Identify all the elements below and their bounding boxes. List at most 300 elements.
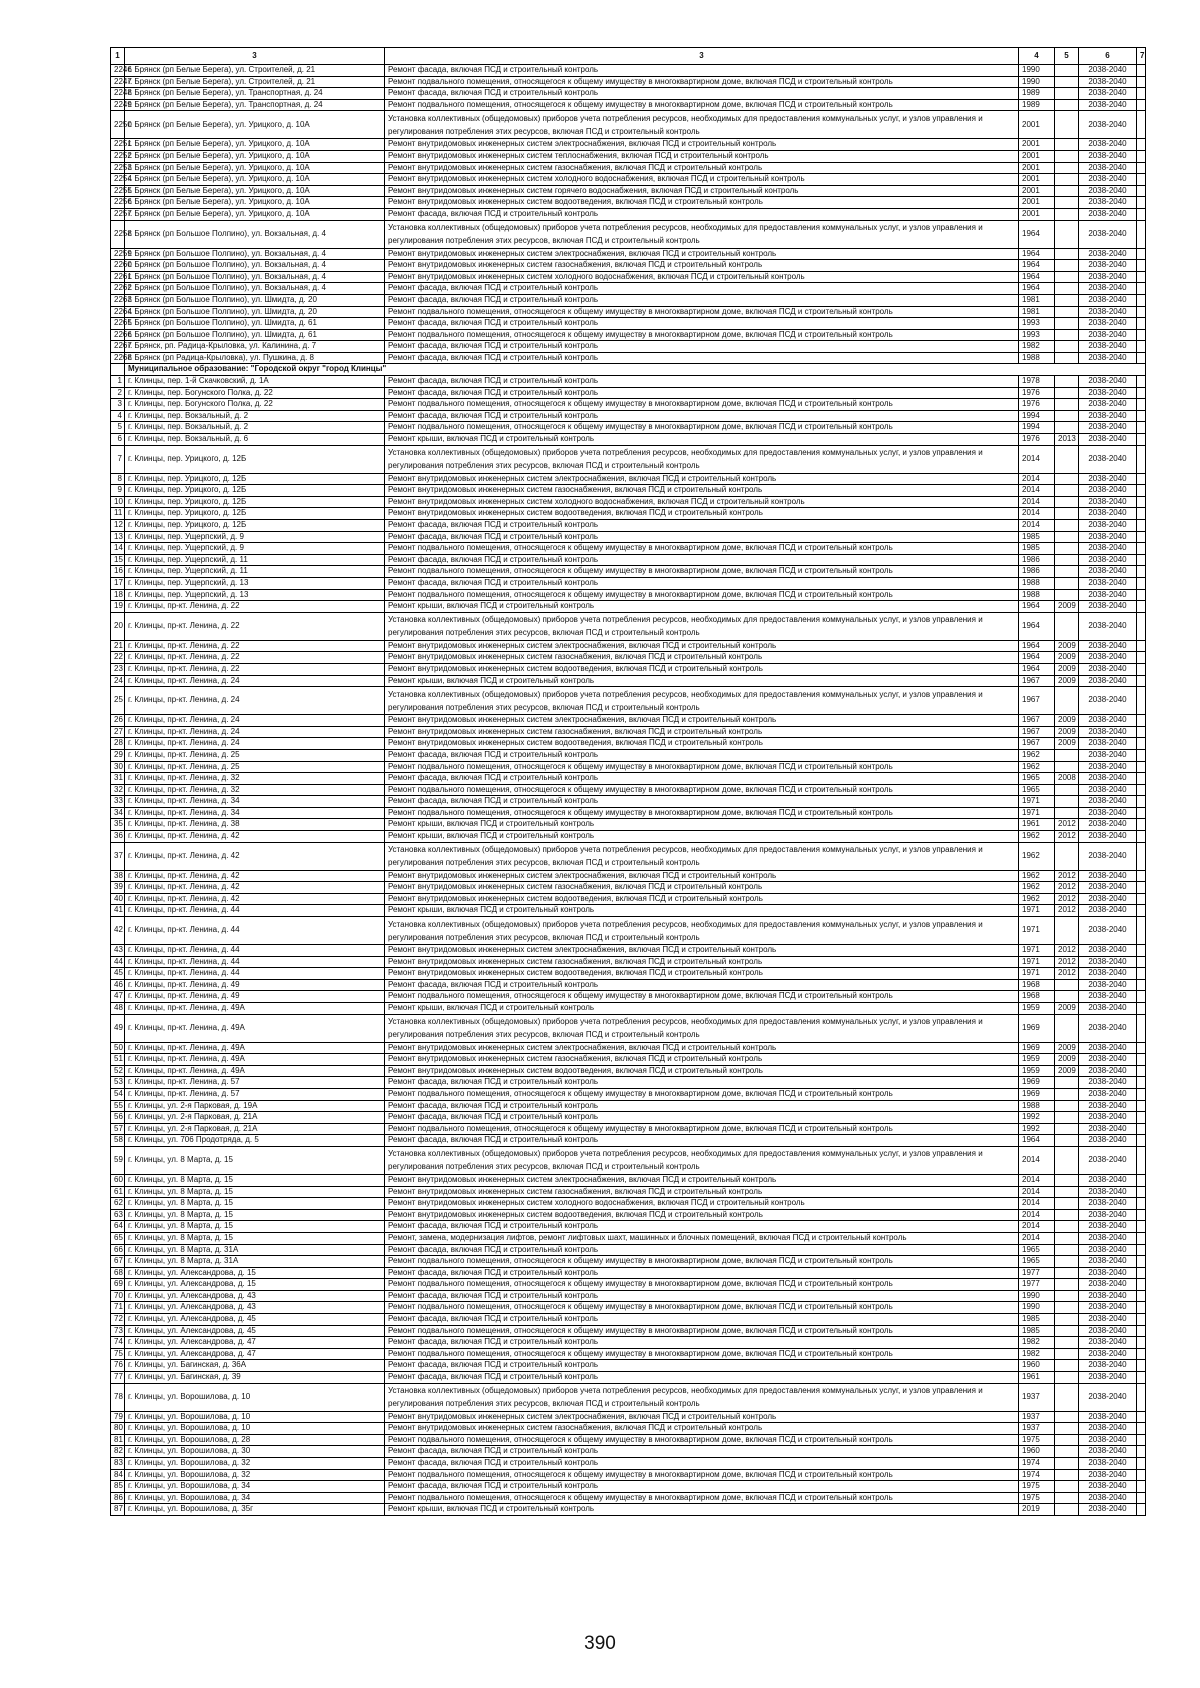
- last-repair-year-cell: [1055, 473, 1079, 485]
- last-repair-year-cell: [1055, 796, 1079, 808]
- work-type-cell: Ремонт подвального помещения, относящегося к общему имуществу в многоквартирном доме, включая ПСД и строительный контроль: [385, 761, 1019, 773]
- last-repair-year-cell: 2008: [1055, 773, 1079, 785]
- empty-cell: [1137, 1325, 1146, 1337]
- last-repair-year-cell: 2009: [1055, 1065, 1079, 1077]
- address-cell: г. Клинцы, ул. Александрова, д. 43: [125, 1302, 385, 1314]
- row-number: 5: [111, 422, 125, 434]
- year-built-cell: 2001: [1019, 162, 1055, 174]
- empty-cell: [1137, 612, 1146, 640]
- year-built-cell: 1959: [1019, 1054, 1055, 1066]
- planned-period-cell: 2038-2040: [1079, 1423, 1137, 1435]
- planned-period-cell: 2038-2040: [1079, 260, 1137, 272]
- last-repair-year-cell: [1055, 197, 1079, 209]
- planned-period-cell: 2038-2040: [1079, 531, 1137, 543]
- table-row: [111, 445, 1146, 473]
- work-type-cell: Установка коллективных (общедомовых) приборов учета потребления ресурсов, необходимых для предоставления коммунальных услуг, и узлов управления и регулирования потребления этих ресурсов, включая ПСД и строительный контроль: [385, 1383, 1019, 1411]
- table-row: [111, 726, 1146, 738]
- work-type-cell: Ремонт фасада, включая ПСД и строительный контроль: [385, 88, 1019, 100]
- planned-period-cell: 2038-2040: [1079, 174, 1137, 186]
- planned-period-cell: 2038-2040: [1079, 831, 1137, 843]
- last-repair-year-cell: [1055, 88, 1079, 100]
- work-type-cell: Ремонт внутридомовых инженерных систем теплоснабжения, включая ПСД и строительный контроль: [385, 150, 1019, 162]
- work-type-cell: Ремонт фасада, включая ПСД и строительный контроль: [385, 1290, 1019, 1302]
- empty-cell: [1137, 1112, 1146, 1124]
- row-number: 36: [111, 831, 125, 843]
- empty-cell: [1137, 773, 1146, 785]
- year-built-cell: 1967: [1019, 687, 1055, 715]
- work-type-cell: Ремонт подвального помещения, относящегося к общему имуществу в многоквартирном доме, включая ПСД и строительный контроль: [385, 1088, 1019, 1100]
- row-number: 52: [111, 1065, 125, 1077]
- address-cell: г. Клинцы, ул. 2-я Парковая, д. 19А: [125, 1100, 385, 1112]
- year-built-cell: 1965: [1019, 1244, 1055, 1256]
- address-cell: г. Клинцы, ул. Ворошилова, д. 10: [125, 1423, 385, 1435]
- year-built-cell: 1992: [1019, 1112, 1055, 1124]
- last-repair-year-cell: [1055, 260, 1079, 272]
- empty-cell: [1137, 422, 1146, 434]
- empty-cell: [1137, 139, 1146, 151]
- row-number: 44: [111, 956, 125, 968]
- empty-cell: [1137, 485, 1146, 497]
- planned-period-cell: 2038-2040: [1079, 422, 1137, 434]
- work-type-cell: Ремонт внутридомовых инженерных систем газоснабжения, включая ПСД и строительный контроль: [385, 1186, 1019, 1198]
- last-repair-year-cell: [1055, 306, 1079, 318]
- address-cell: г. Клинцы, пер. Урицкого, д. 12Б: [125, 496, 385, 508]
- planned-period-cell: 2038-2040: [1079, 1123, 1137, 1135]
- address-cell: г. Клинцы, пр-кт. Ленина, д. 24: [125, 675, 385, 687]
- row-number: 59: [111, 1146, 125, 1174]
- year-built-cell: 2001: [1019, 208, 1055, 220]
- row-number: 53: [111, 1077, 125, 1089]
- address-cell: г. Клинцы, пер. Богунского Полка, д. 22: [125, 387, 385, 399]
- year-built-cell: 1985: [1019, 531, 1055, 543]
- address-cell: г. Брянск (рп Большое Полпино), ул. Шмидта, д. 61: [125, 329, 385, 341]
- address-cell: г. Клинцы, пр-кт. Ленина, д. 25: [125, 749, 385, 761]
- planned-period-cell: 2038-2040: [1079, 1146, 1137, 1174]
- row-number: 8: [111, 473, 125, 485]
- empty-cell: [1137, 956, 1146, 968]
- empty-cell: [1137, 1003, 1146, 1015]
- work-type-cell: Ремонт подвального помещения, относящегося к общему имуществу в многоквартирном доме, включая ПСД и строительный контроль: [385, 807, 1019, 819]
- last-repair-year-cell: [1055, 1123, 1079, 1135]
- row-number: 2246: [111, 65, 125, 77]
- planned-period-cell: 2038-2040: [1079, 1014, 1137, 1042]
- planned-period-cell: 2038-2040: [1079, 956, 1137, 968]
- table-row: [111, 1146, 1146, 1174]
- address-cell: г. Брянск, рп. Радица-Крыловка, ул. Калинина, д. 7: [125, 341, 385, 353]
- last-repair-year-cell: [1055, 1232, 1079, 1244]
- row-number: 79: [111, 1411, 125, 1423]
- table-row: [111, 1383, 1146, 1411]
- row-number: 34: [111, 807, 125, 819]
- work-type-cell: Ремонт крыши, включая ПСД и строительный контроль: [385, 819, 1019, 831]
- table-row: [111, 1054, 1146, 1066]
- planned-period-cell: 2038-2040: [1079, 663, 1137, 675]
- empty-cell: [1137, 399, 1146, 411]
- empty-cell: [1137, 1135, 1146, 1147]
- empty-cell: [1137, 376, 1146, 388]
- empty-cell: [1137, 1232, 1146, 1244]
- empty-cell: [1137, 1077, 1146, 1089]
- row-number: 15: [111, 554, 125, 566]
- planned-period-cell: 2038-2040: [1079, 496, 1137, 508]
- work-type-cell: Ремонт внутридомовых инженерных систем электроснабжения, включая ПСД и строительный контроль: [385, 715, 1019, 727]
- empty-cell: [1137, 1348, 1146, 1360]
- table-row: [111, 248, 1146, 260]
- empty-cell: [1137, 905, 1146, 917]
- work-type-cell: Ремонт подвального помещения, относящегося к общему имуществу в многоквартирном доме, включая ПСД и строительный контроль: [385, 991, 1019, 1003]
- planned-period-cell: 2038-2040: [1079, 893, 1137, 905]
- empty-cell: [1137, 1423, 1146, 1435]
- year-built-cell: 2014: [1019, 1146, 1055, 1174]
- empty-cell: [1137, 715, 1146, 727]
- planned-period-cell: 2038-2040: [1079, 1003, 1137, 1015]
- work-type-cell: Ремонт внутридомовых инженерных систем холодного водоснабжения, включая ПСД и строительный контроль: [385, 496, 1019, 508]
- table-row: [111, 687, 1146, 715]
- empty-cell: [1137, 1267, 1146, 1279]
- address-cell: г. Клинцы, ул. Ворошилова, д. 32: [125, 1458, 385, 1470]
- work-type-cell: Ремонт крыши, включая ПСД и строительный контроль: [385, 1003, 1019, 1015]
- work-type-cell: Ремонт фасада, включая ПСД и строительный контроль: [385, 283, 1019, 295]
- planned-period-cell: 2038-2040: [1079, 341, 1137, 353]
- work-type-cell: Ремонт подвального помещения, относящегося к общему имуществу в многоквартирном доме, включая ПСД и строительный контроль: [385, 1302, 1019, 1314]
- planned-period-cell: 2038-2040: [1079, 434, 1137, 446]
- row-number: 78: [111, 1383, 125, 1411]
- table-row: [111, 1221, 1146, 1233]
- table-row: [111, 1267, 1146, 1279]
- year-built-cell: 1968: [1019, 991, 1055, 1003]
- work-type-cell: Ремонт подвального помещения, относящегося к общему имуществу в многоквартирном доме, включая ПСД и строительный контроль: [385, 99, 1019, 111]
- year-built-cell: 1988: [1019, 589, 1055, 601]
- work-type-cell: Ремонт фасада, включая ПСД и строительный контроль: [385, 65, 1019, 77]
- work-type-cell: Ремонт внутридомовых инженерных систем водоотведения, включая ПСД и строительный контроль: [385, 738, 1019, 750]
- last-repair-year-cell: 2009: [1055, 640, 1079, 652]
- year-built-cell: 1990: [1019, 1290, 1055, 1302]
- last-repair-year-cell: 2013: [1055, 434, 1079, 446]
- last-repair-year-cell: [1055, 1360, 1079, 1372]
- planned-period-cell: 2038-2040: [1079, 1256, 1137, 1268]
- address-cell: г. Клинцы, ул. Ворошилова, д. 34: [125, 1492, 385, 1504]
- address-cell: г. Клинцы, ул. Ворошилова, д. 30: [125, 1446, 385, 1458]
- last-repair-year-cell: [1055, 991, 1079, 1003]
- row-number: 85: [111, 1481, 125, 1493]
- address-cell: г. Клинцы, пр-кт. Ленина, д. 44: [125, 917, 385, 945]
- planned-period-cell: 2038-2040: [1079, 1267, 1137, 1279]
- empty-cell: [1137, 410, 1146, 422]
- row-number: 12: [111, 520, 125, 532]
- work-type-cell: Ремонт внутридомовых инженерных систем газоснабжения, включая ПСД и строительный контроль: [385, 260, 1019, 272]
- empty-cell: [1137, 1244, 1146, 1256]
- row-number: 57: [111, 1123, 125, 1135]
- row-number: 46: [111, 979, 125, 991]
- row-number: 2: [111, 387, 125, 399]
- address-cell: г. Брянск (рп Белые Берега), ул. Строителей, д. 21: [125, 65, 385, 77]
- row-number: 37: [111, 842, 125, 870]
- planned-period-cell: 2038-2040: [1079, 687, 1137, 715]
- table-row: [111, 283, 1146, 295]
- last-repair-year-cell: 2009: [1055, 738, 1079, 750]
- work-type-cell: Ремонт внутридомовых инженерных систем водоотведения, включая ПСД и строительный контроль: [385, 1065, 1019, 1077]
- last-repair-year-cell: 2009: [1055, 675, 1079, 687]
- table-row: [111, 882, 1146, 894]
- planned-period-cell: 2038-2040: [1079, 520, 1137, 532]
- year-built-cell: 1937: [1019, 1383, 1055, 1411]
- year-built-cell: 1964: [1019, 283, 1055, 295]
- row-number: 58: [111, 1135, 125, 1147]
- empty-cell: [1137, 1469, 1146, 1481]
- table-row: [111, 715, 1146, 727]
- planned-period-cell: 2038-2040: [1079, 1065, 1137, 1077]
- address-cell: г. Брянск (рп Белые Берега), ул. Урицкого, д. 10А: [125, 197, 385, 209]
- last-repair-year-cell: [1055, 1458, 1079, 1470]
- work-type-cell: Ремонт фасада, включая ПСД и строительный контроль: [385, 1481, 1019, 1493]
- work-type-cell: Ремонт внутридомовых инженерных систем электроснабжения, включая ПСД и строительный контроль: [385, 870, 1019, 882]
- section-title: Муниципальное образование: "Городской округ "город Клинцы": [125, 364, 1146, 376]
- work-type-cell: Ремонт внутридомовых инженерных систем электроснабжения, включая ПСД и строительный контроль: [385, 945, 1019, 957]
- table-row: [111, 640, 1146, 652]
- table-row: [111, 1337, 1146, 1349]
- work-type-cell: Ремонт фасада, включая ПСД и строительный контроль: [385, 1360, 1019, 1372]
- work-type-cell: Ремонт внутридомовых инженерных систем водоотведения, включая ПСД и строительный контроль: [385, 1209, 1019, 1221]
- empty-cell: [1137, 882, 1146, 894]
- table-row: [111, 387, 1146, 399]
- planned-period-cell: 2038-2040: [1079, 1232, 1137, 1244]
- last-repair-year-cell: [1055, 1372, 1079, 1384]
- empty-cell: [1137, 329, 1146, 341]
- header-col-4: 4: [1019, 48, 1055, 65]
- row-number: 64: [111, 1221, 125, 1233]
- last-repair-year-cell: [1055, 496, 1079, 508]
- address-cell: г. Клинцы, пер. Вокзальный, д. 6: [125, 434, 385, 446]
- year-built-cell: 1964: [1019, 248, 1055, 260]
- year-built-cell: 1977: [1019, 1279, 1055, 1291]
- address-cell: г. Клинцы, ул. Ворошилова, д. 28: [125, 1434, 385, 1446]
- empty-cell: [1137, 508, 1146, 520]
- year-built-cell: 1969: [1019, 1088, 1055, 1100]
- year-built-cell: 1937: [1019, 1411, 1055, 1423]
- row-number: 4: [111, 410, 125, 422]
- table-row: [111, 761, 1146, 773]
- empty-cell: [1137, 1088, 1146, 1100]
- last-repair-year-cell: [1055, 917, 1079, 945]
- row-number: 9: [111, 485, 125, 497]
- address-cell: г. Клинцы, пр-кт. Ленина, д. 42: [125, 831, 385, 843]
- address-cell: г. Брянск (рп Большое Полпино), ул. Вокзальная, д. 4: [125, 260, 385, 272]
- work-type-cell: Ремонт фасада, включая ПСД и строительный контроль: [385, 1458, 1019, 1470]
- row-number: 61: [111, 1186, 125, 1198]
- table-row: [111, 1014, 1146, 1042]
- planned-period-cell: 2038-2040: [1079, 410, 1137, 422]
- work-type-cell: Установка коллективных (общедомовых) приборов учета потребления ресурсов, необходимых для предоставления коммунальных услуг, и узлов управления и регулирования потребления этих ресурсов, включая ПСД и строительный контроль: [385, 612, 1019, 640]
- row-number: 24: [111, 675, 125, 687]
- empty-cell: [1137, 652, 1146, 664]
- address-cell: г. Клинцы, ул. 706 Продотряда, д. 5: [125, 1135, 385, 1147]
- table-row: [111, 434, 1146, 446]
- address-cell: г. Клинцы, пр-кт. Ленина, д. 49А: [125, 1042, 385, 1054]
- table-row: [111, 675, 1146, 687]
- empty-cell: [1137, 318, 1146, 330]
- work-type-cell: Ремонт внутридомовых инженерных систем газоснабжения, включая ПСД и строительный контроль: [385, 652, 1019, 664]
- empty-cell: [1137, 1279, 1146, 1291]
- address-cell: г. Клинцы, пер. Ущерпский, д. 9: [125, 543, 385, 555]
- planned-period-cell: 2038-2040: [1079, 601, 1137, 613]
- work-type-cell: Установка коллективных (общедомовых) приборов учета потребления ресурсов, необходимых для предоставления коммунальных услуг, и узлов управления и регулирования потребления этих ресурсов, включая ПСД и строительный контроль: [385, 445, 1019, 473]
- planned-period-cell: 2038-2040: [1079, 1100, 1137, 1112]
- last-repair-year-cell: [1055, 1492, 1079, 1504]
- work-type-cell: Ремонт фасада, включая ПСД и строительный контроль: [385, 520, 1019, 532]
- address-cell: г. Клинцы, ул. Александрова, д. 45: [125, 1314, 385, 1326]
- last-repair-year-cell: [1055, 485, 1079, 497]
- work-type-cell: Ремонт крыши, включая ПСД и строительный контроль: [385, 434, 1019, 446]
- last-repair-year-cell: [1055, 1383, 1079, 1411]
- empty-cell: [1137, 445, 1146, 473]
- planned-period-cell: 2038-2040: [1079, 917, 1137, 945]
- empty-cell: [1137, 111, 1146, 139]
- address-cell: г. Клинцы, ул. 2-я Парковая, д. 21А: [125, 1123, 385, 1135]
- year-built-cell: 2001: [1019, 185, 1055, 197]
- planned-period-cell: 2038-2040: [1079, 1372, 1137, 1384]
- address-cell: г. Клинцы, пер. 1-й Скачковский, д. 1А: [125, 376, 385, 388]
- last-repair-year-cell: [1055, 271, 1079, 283]
- last-repair-year-cell: [1055, 1100, 1079, 1112]
- work-type-cell: Ремонт внутридомовых инженерных систем газоснабжения, включая ПСД и строительный контроль: [385, 1423, 1019, 1435]
- table-row: [111, 1360, 1146, 1372]
- empty-cell: [1137, 387, 1146, 399]
- address-cell: г. Клинцы, ул. 8 Марта, д. 15: [125, 1198, 385, 1210]
- table-row: [111, 991, 1146, 1003]
- planned-period-cell: 2038-2040: [1079, 1314, 1137, 1326]
- empty-cell: [1137, 945, 1146, 957]
- row-number: 21: [111, 640, 125, 652]
- address-cell: г. Клинцы, пр-кт. Ленина, д. 22: [125, 612, 385, 640]
- year-built-cell: 1971: [1019, 968, 1055, 980]
- empty-cell: [1137, 917, 1146, 945]
- row-number: 2263: [111, 294, 125, 306]
- last-repair-year-cell: [1055, 612, 1079, 640]
- year-built-cell: 1978: [1019, 376, 1055, 388]
- planned-period-cell: 2038-2040: [1079, 589, 1137, 601]
- row-number: 68: [111, 1267, 125, 1279]
- empty-cell: [1137, 589, 1146, 601]
- year-built-cell: 1976: [1019, 434, 1055, 446]
- address-cell: г. Клинцы, ул. Багинская, д. 39: [125, 1372, 385, 1384]
- address-cell: г. Брянск (рп Белые Берега), ул. Транспортная, д. 24: [125, 99, 385, 111]
- planned-period-cell: 2038-2040: [1079, 1290, 1137, 1302]
- address-cell: г. Клинцы, ул. Александрова, д. 47: [125, 1337, 385, 1349]
- row-number: 2253: [111, 162, 125, 174]
- address-cell: г. Клинцы, пр-кт. Ленина, д. 49А: [125, 1014, 385, 1042]
- empty-cell: [1137, 687, 1146, 715]
- work-type-cell: Ремонт фасада, включая ПСД и строительный контроль: [385, 531, 1019, 543]
- empty-cell: [1137, 1372, 1146, 1384]
- table-row: [111, 111, 1146, 139]
- table-row: [111, 1458, 1146, 1470]
- last-repair-year-cell: [1055, 1279, 1079, 1291]
- table-row: [111, 543, 1146, 555]
- row-number: 70: [111, 1290, 125, 1302]
- row-number: 10: [111, 496, 125, 508]
- empty-cell: [1137, 294, 1146, 306]
- empty-cell: [1137, 991, 1146, 1003]
- address-cell: г. Клинцы, пер. Урицкого, д. 12Б: [125, 520, 385, 532]
- table-row: [111, 979, 1146, 991]
- work-type-cell: Установка коллективных (общедомовых) приборов учета потребления ресурсов, необходимых для предоставления коммунальных услуг, и узлов управления и регулирования потребления этих ресурсов, включая ПСД и строительный контроль: [385, 1014, 1019, 1042]
- header-col-3: 3: [385, 48, 1019, 65]
- year-built-cell: 1971: [1019, 807, 1055, 819]
- last-repair-year-cell: [1055, 1302, 1079, 1314]
- planned-period-cell: 2038-2040: [1079, 445, 1137, 473]
- work-type-cell: Ремонт внутридомовых инженерных систем водоотведения, включая ПСД и строительный контроль: [385, 893, 1019, 905]
- work-type-cell: Ремонт фасада, включая ПСД и строительный контроль: [385, 1372, 1019, 1384]
- work-type-cell: Ремонт внутридомовых инженерных систем холодного водоснабжения, включая ПСД и строительный контроль: [385, 174, 1019, 186]
- address-cell: г. Брянск (рп Большое Полпино), ул. Шмидта, д. 61: [125, 318, 385, 330]
- year-built-cell: 2019: [1019, 1504, 1055, 1516]
- address-cell: г. Клинцы, пер. Урицкого, д. 12Б: [125, 508, 385, 520]
- year-built-cell: 1992: [1019, 1123, 1055, 1135]
- table-row: [111, 968, 1146, 980]
- last-repair-year-cell: [1055, 1135, 1079, 1147]
- work-type-cell: Установка коллективных (общедомовых) приборов учета потребления ресурсов, необходимых для предоставления коммунальных услуг, и узлов управления и регулирования потребления этих ресурсов, включая ПСД и строительный контроль: [385, 687, 1019, 715]
- address-cell: г. Клинцы, пр-кт. Ленина, д. 24: [125, 715, 385, 727]
- row-number: 65: [111, 1232, 125, 1244]
- last-repair-year-cell: [1055, 1112, 1079, 1124]
- year-built-cell: 1964: [1019, 1135, 1055, 1147]
- table-row: [111, 399, 1146, 411]
- row-number: 29: [111, 749, 125, 761]
- planned-period-cell: 2038-2040: [1079, 1325, 1137, 1337]
- work-type-cell: Ремонт внутридомовых инженерных систем газоснабжения, включая ПСД и строительный контроль: [385, 1054, 1019, 1066]
- year-built-cell: 1960: [1019, 1446, 1055, 1458]
- work-type-cell: Установка коллективных (общедомовых) приборов учета потребления ресурсов, необходимых для предоставления коммунальных услуг, и узлов управления и регулирования потребления этих ресурсов, включая ПСД и строительный контроль: [385, 917, 1019, 945]
- address-cell: г. Клинцы, пр-кт. Ленина, д. 24: [125, 726, 385, 738]
- planned-period-cell: 2038-2040: [1079, 1302, 1137, 1314]
- address-cell: г. Клинцы, пер. Вокзальный, д. 2: [125, 410, 385, 422]
- empty-cell: [1137, 1100, 1146, 1112]
- work-type-cell: Ремонт фасада, включая ПСД и строительный контроль: [385, 1337, 1019, 1349]
- last-repair-year-cell: [1055, 111, 1079, 139]
- work-type-cell: Ремонт внутридомовых инженерных систем электроснабжения, включая ПСД и строительный контроль: [385, 1411, 1019, 1423]
- planned-period-cell: 2038-2040: [1079, 1481, 1137, 1493]
- empty-cell: [1137, 1337, 1146, 1349]
- address-cell: г. Брянск (рп Большое Полпино), ул. Шмидта, д. 20: [125, 306, 385, 318]
- empty-cell: [1137, 531, 1146, 543]
- last-repair-year-cell: 2012: [1055, 882, 1079, 894]
- table-header-row: [111, 48, 1146, 65]
- last-repair-year-cell: [1055, 150, 1079, 162]
- year-built-cell: 1976: [1019, 399, 1055, 411]
- last-repair-year-cell: [1055, 749, 1079, 761]
- empty-cell: [1137, 1174, 1146, 1186]
- row-number: 2262: [111, 283, 125, 295]
- planned-period-cell: 2038-2040: [1079, 283, 1137, 295]
- table-row: [111, 150, 1146, 162]
- last-repair-year-cell: [1055, 399, 1079, 411]
- table-row: [111, 738, 1146, 750]
- table-row: [111, 1232, 1146, 1244]
- year-built-cell: 1971: [1019, 796, 1055, 808]
- last-repair-year-cell: 2012: [1055, 968, 1079, 980]
- table-row: [111, 485, 1146, 497]
- last-repair-year-cell: [1055, 784, 1079, 796]
- table-row: [111, 531, 1146, 543]
- year-built-cell: 1960: [1019, 1360, 1055, 1372]
- table-row: [111, 185, 1146, 197]
- row-number: 56: [111, 1112, 125, 1124]
- planned-period-cell: 2038-2040: [1079, 1054, 1137, 1066]
- planned-period-cell: 2038-2040: [1079, 640, 1137, 652]
- empty-cell: [1137, 979, 1146, 991]
- year-built-cell: 1962: [1019, 842, 1055, 870]
- planned-period-cell: 2038-2040: [1079, 554, 1137, 566]
